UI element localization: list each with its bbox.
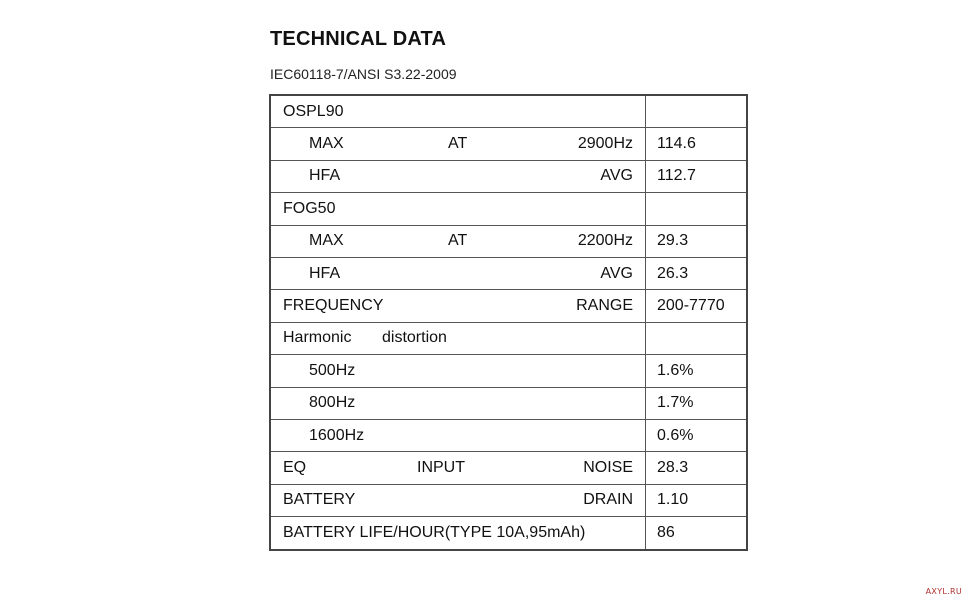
row-label: BATTERY LIFE/HOUR(TYPE 10A,95mAh) bbox=[283, 524, 586, 542]
label-cell bbox=[271, 226, 646, 257]
table-row-ospl90-hfa bbox=[271, 161, 746, 193]
row-label-right: RANGE bbox=[576, 297, 633, 315]
table-row-fog50-hfa bbox=[271, 258, 746, 290]
row-label-right: AVG bbox=[600, 264, 633, 282]
page-title: TECHNICAL DATA bbox=[270, 28, 447, 50]
row-value: 114.6 bbox=[657, 135, 696, 153]
table-row-500hz bbox=[271, 355, 746, 387]
label-cell bbox=[271, 420, 646, 451]
label-cell bbox=[271, 388, 646, 419]
row-label: 1600Hz bbox=[309, 426, 365, 444]
label-cell bbox=[271, 290, 646, 321]
row-label-right: NOISE bbox=[583, 458, 633, 476]
label-cell bbox=[271, 323, 646, 354]
row-label: OSPL90 bbox=[283, 102, 344, 120]
table-row-ospl90 bbox=[271, 96, 746, 128]
row-label: HFA bbox=[309, 167, 341, 185]
row-label-right: 2900Hz bbox=[577, 135, 633, 153]
row-value: 1.6% bbox=[657, 361, 694, 379]
watermark: AXYL.RU bbox=[925, 587, 962, 596]
row-value: 1.10 bbox=[657, 491, 689, 509]
table-row-battery-life bbox=[271, 517, 746, 549]
table-row-ospl90-max bbox=[271, 128, 746, 160]
table-row-fog50-max bbox=[271, 226, 746, 258]
table-row-1600hz bbox=[271, 420, 746, 452]
row-value: 29.3 bbox=[657, 232, 689, 250]
row-label: 500Hz bbox=[309, 361, 356, 379]
label-cell bbox=[271, 355, 646, 386]
row-label-right: DRAIN bbox=[583, 491, 633, 509]
table-row-harmonic-distortion bbox=[271, 323, 746, 355]
row-value: 26.3 bbox=[657, 264, 689, 282]
row-label-mid: AT bbox=[448, 135, 468, 153]
row-label: BATTERY bbox=[283, 491, 356, 509]
row-label: HFA bbox=[309, 264, 341, 282]
table-row-battery-drain bbox=[271, 485, 746, 517]
row-label-right: 2200Hz bbox=[577, 232, 633, 250]
row-label: MAX bbox=[309, 232, 344, 250]
row-label: EQ bbox=[283, 458, 307, 476]
label-cell bbox=[271, 96, 646, 127]
row-label: FREQUENCY bbox=[283, 297, 384, 315]
row-value: 1.7% bbox=[657, 394, 694, 412]
row-label: MAX bbox=[309, 135, 344, 153]
row-label-mid: distortion bbox=[382, 329, 447, 347]
row-label-right: AVG bbox=[600, 167, 633, 185]
row-label: 800Hz bbox=[309, 394, 356, 412]
standard-subtitle: IEC60118-7/ANSI S3.22-2009 bbox=[270, 66, 457, 82]
row-label: FOG50 bbox=[283, 199, 336, 217]
label-cell bbox=[271, 128, 646, 159]
table-row-eq-input-noise bbox=[271, 452, 746, 484]
row-value: 112.7 bbox=[657, 167, 696, 185]
row-label-mid: INPUT bbox=[417, 458, 465, 476]
row-value: 0.6% bbox=[657, 426, 694, 444]
label-cell bbox=[271, 452, 646, 483]
table-row-800hz bbox=[271, 388, 746, 420]
row-label: Harmonic bbox=[283, 329, 352, 347]
row-value: 28.3 bbox=[657, 458, 689, 476]
label-cell bbox=[271, 161, 646, 192]
label-cell bbox=[271, 517, 646, 549]
row-value: 200-7770 bbox=[657, 297, 725, 315]
row-label-mid: AT bbox=[448, 232, 468, 250]
label-cell bbox=[271, 485, 646, 516]
label-cell bbox=[271, 258, 646, 289]
table-row-frequency-range bbox=[271, 290, 746, 322]
table-row-fog50 bbox=[271, 193, 746, 225]
label-cell bbox=[271, 193, 646, 224]
row-value: 86 bbox=[657, 524, 675, 542]
technical-data-table bbox=[269, 94, 748, 551]
